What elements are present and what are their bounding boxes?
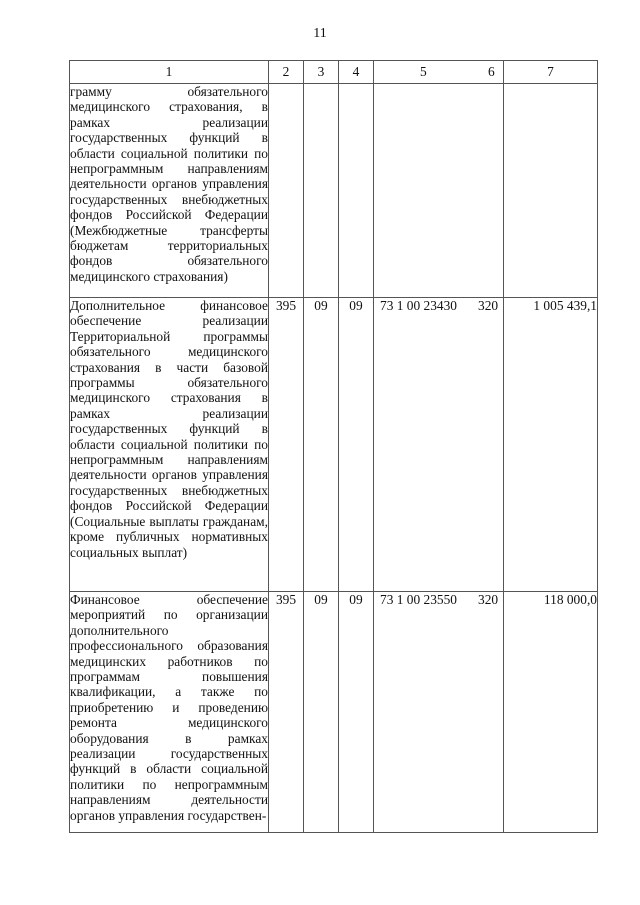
header-row [70,61,598,84]
row-csr-vr [374,592,504,833]
row-rz [304,84,339,298]
row-csr-vr [374,298,504,592]
budget-table [69,60,598,833]
row-vr: 320 [478,592,499,607]
row-amount [504,84,598,298]
row-pr: 09 [339,592,374,833]
header-col-5-6 [374,61,504,84]
row-pr: 09 [339,298,374,592]
row-name: Дополнительное финансовое обеспечение реализации Территориальной программы обязательного медицинского страхования в части базовой программы обязательного медицинского страхования в рамках реализации государственных функций в области социальной политики по непрограммным направлениям деятельности органов управления государственных внебюджетных фондов Российской Федерации (Социальные выплаты гражданам, кроме публичных нормативных социальных выплат) [70,298,269,592]
row-csr-vr [374,84,504,298]
page-number: 11 [313,26,327,41]
row-amount: 1 005 439,1 [504,298,598,592]
table-row [70,84,598,298]
header-col-1: 1 [70,61,269,84]
header-col-7: 7 [504,61,598,84]
header-col-4: 4 [339,61,374,84]
table-row [70,592,598,833]
header-col-6: 6 [488,64,495,79]
row-name: Финансовое обеспечение мероприятий по организации дополнительного профессионального образования медицинских работников по программам повышения квалификации, а также по приобретению и проведению ремонта медицинского оборудования в рамках реализации государственных функций в области социальной политики по непрограммным направлениям деятельности органов управления государствен- [70,592,269,833]
row-csr: 73 1 00 23550 [380,592,457,607]
header-col-3: 3 [304,61,339,84]
row-pr [339,84,374,298]
row-amount: 118 000,0 [504,592,598,833]
header-col-5: 5 [420,64,427,79]
table-row [70,298,598,592]
row-name: грамму обязательного медицинского страхования, в рамках реализации государственных функций в области социальной политики по непрограммным направлениям деятельности органов управления государственных внебюджетных фондов Российской Федерации (Межбюджетные трансферты бюджетам территориальных фондов обязательного медицинского страхования) [70,84,269,298]
row-grbs: 395 [269,592,304,833]
row-rz: 09 [304,298,339,592]
header-col-2: 2 [269,61,304,84]
row-vr: 320 [478,298,499,313]
row-csr: 73 1 00 23430 [380,298,457,313]
row-grbs [269,84,304,298]
row-grbs: 395 [269,298,304,592]
row-rz: 09 [304,592,339,833]
